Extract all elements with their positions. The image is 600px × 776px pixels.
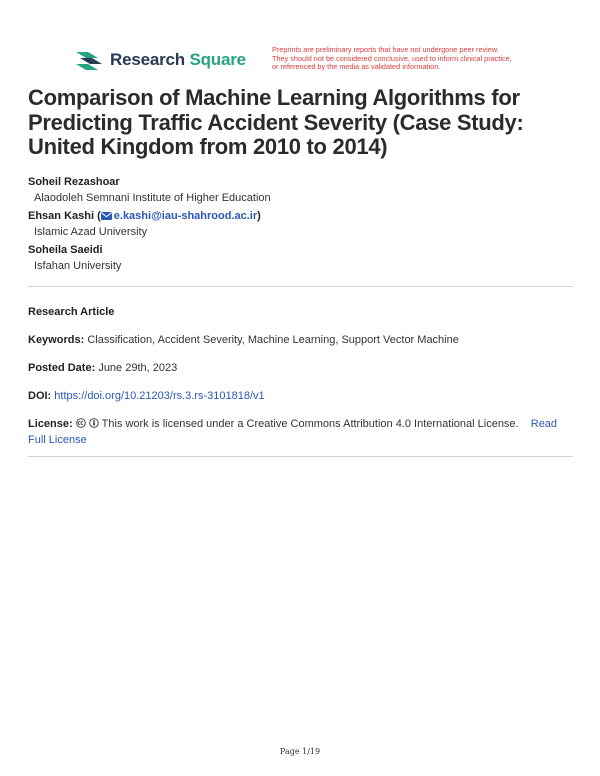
doi-link[interactable]: https://doi.org/10.21203/rs.3.rs-3101818/v1 — [54, 390, 265, 402]
notice-line-2: They should not be considered conclusive, used to inform clinical practice, — [272, 53, 512, 63]
license-row — [28, 416, 568, 448]
logo-word-research: Research — [110, 50, 185, 69]
page-number: Page 1/19 — [279, 747, 321, 756]
article-type-label: Research Article — [28, 306, 115, 318]
posted-date-row — [28, 360, 568, 376]
preprint-notice — [272, 46, 542, 72]
logo-text — [110, 50, 246, 70]
license-text: This work is licensed under a Creative Commons Attribution 4.0 International License. — [101, 418, 519, 430]
keywords-value: Classification, Accident Severity, Machine Learning, Support Vector Machine — [87, 334, 459, 346]
notice-line-3: or referenced by the media as validated information. — [272, 62, 441, 72]
read-license-link[interactable]: Read — [530, 418, 558, 430]
author-list — [28, 174, 568, 276]
keywords-row — [28, 332, 568, 348]
email-close-paren: ) — [257, 210, 261, 222]
divider-bottom — [28, 456, 573, 457]
author-email-link[interactable]: e.kashi@iau-shahrood.ac.ir — [113, 210, 258, 222]
email-open-paren: ( — [97, 210, 101, 222]
author-name-1: Soheil Rezashoar — [28, 176, 120, 188]
license-label: License: — [28, 418, 73, 430]
attribution-icon — [89, 418, 99, 428]
posted-date-label: Posted Date: — [28, 362, 96, 374]
doi-label: DOI: — [28, 390, 52, 402]
divider-top — [28, 286, 573, 287]
logo-word-square: Square — [189, 50, 246, 69]
creative-commons-icon — [76, 418, 86, 428]
posted-date-value: June 29th, 2023 — [98, 362, 178, 374]
research-square-logo-icon — [74, 48, 104, 72]
envelope-icon — [101, 212, 112, 220]
header — [74, 45, 534, 76]
article-type — [28, 304, 568, 320]
notice-line-1: Preprints are preliminary reports that have not undergone peer review. — [272, 45, 499, 54]
author-name-2-text: Ehsan Kashi — [28, 210, 95, 222]
author-name-3: Soheila Saeidi — [28, 244, 103, 256]
author-affiliation-1: Alaodoleh Semnani Institute of Higher Education — [34, 192, 271, 204]
full-license-link[interactable]: Full License — [28, 434, 87, 446]
doi-row — [28, 388, 568, 404]
author-affiliation-2: Islamic Azad University — [34, 226, 148, 238]
keywords-label: Keywords: — [28, 334, 85, 346]
research-square-logo[interactable] — [74, 48, 246, 72]
author-affiliation-3: Isfahan University — [34, 260, 122, 272]
paper-title: Comparison of Machine Learning Algorithms for Predicting Traffic Accident Severity (Case Study: United Kingdom from 2010 to 2014) — [28, 85, 524, 159]
author-name-2 — [28, 208, 568, 224]
